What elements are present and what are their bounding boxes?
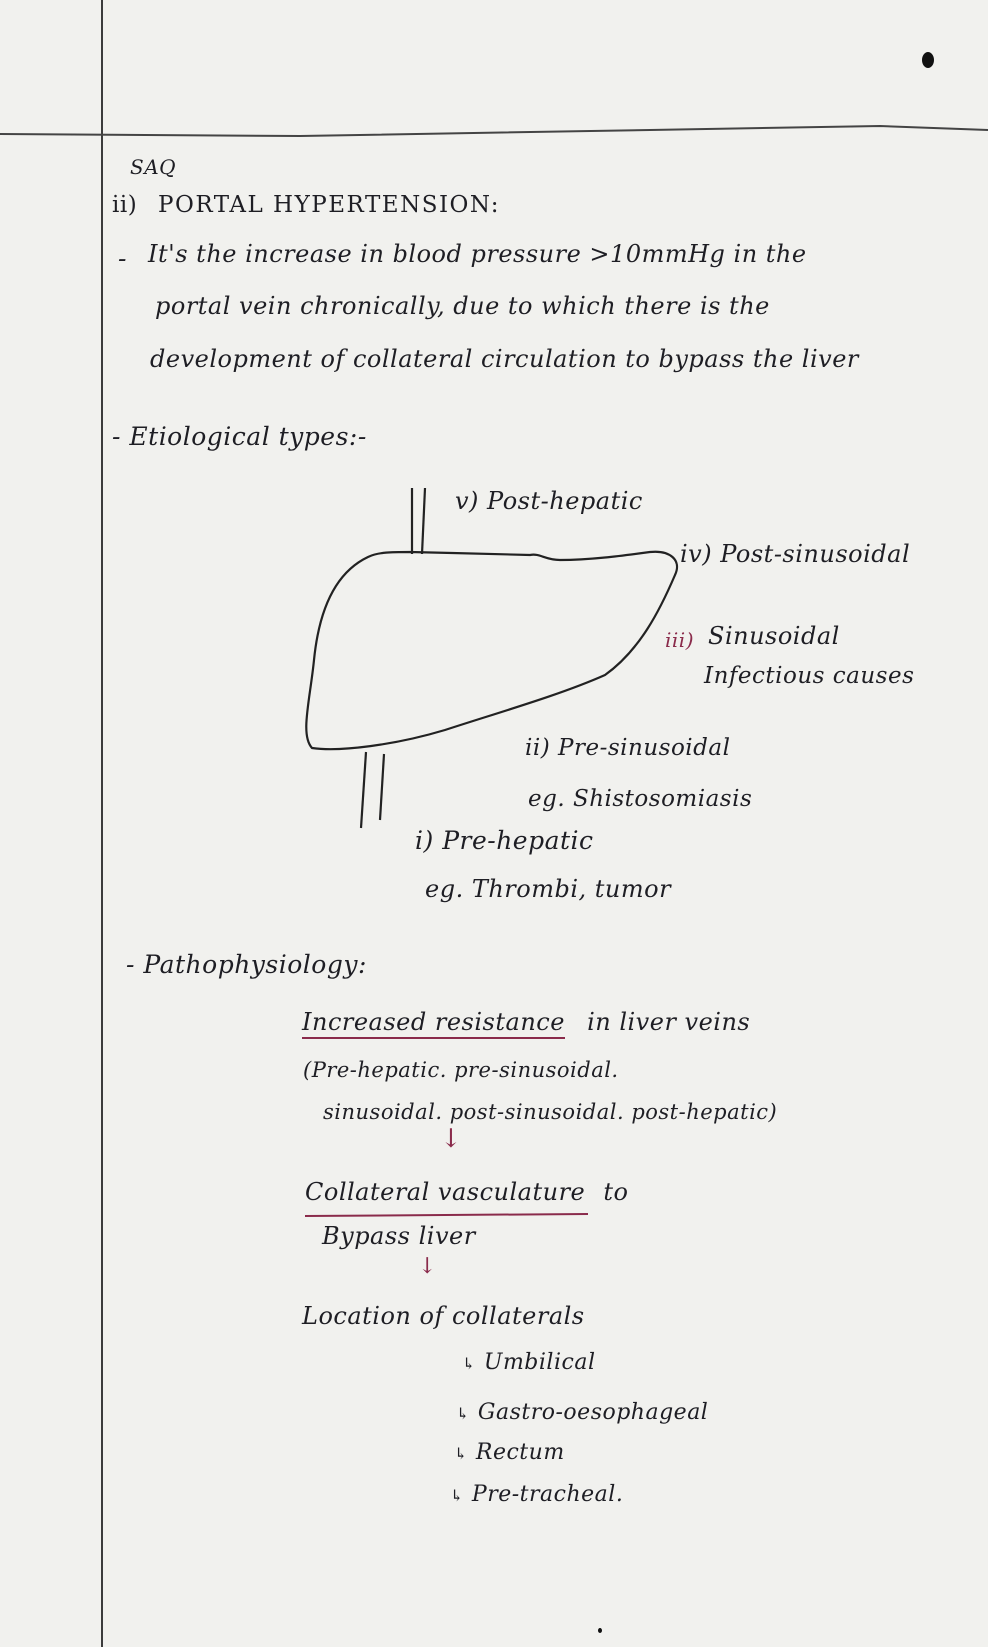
step-underlined: Increased resistance xyxy=(302,1008,565,1039)
step-text: to xyxy=(603,1178,629,1206)
label-post-hepatic: v) Post-hepatic xyxy=(455,487,643,515)
bullet-arrow-icon: ↳ xyxy=(454,1444,468,1463)
down-arrow-icon: ↓ xyxy=(440,1124,462,1154)
ink-dot xyxy=(598,1628,602,1633)
collateral-label: Rectum xyxy=(475,1440,565,1465)
label-pre-hepatic: i) Pre-hepatic xyxy=(415,826,594,855)
collateral-label: Pre-tracheal. xyxy=(471,1482,624,1507)
label-pre-sinusoidal: ii) Pre-sinusoidal xyxy=(525,735,731,761)
down-arrow-icon: ↓ xyxy=(418,1254,437,1279)
underline-collateral xyxy=(305,1214,588,1216)
definition-dash: - xyxy=(118,244,127,273)
bullet-arrow-icon: ↳ xyxy=(456,1404,470,1423)
label-sinusoidal-example: Infectious causes xyxy=(704,663,915,689)
label-sinusoidal: Sinusoidal xyxy=(708,622,840,650)
collateral-item xyxy=(462,1350,595,1375)
header-tag: SAQ xyxy=(130,155,177,179)
step-increased-resistance xyxy=(302,1008,750,1036)
collateral-label: Umbilical xyxy=(483,1350,596,1375)
label-post-sinusoidal: iv) Post-sinusoidal xyxy=(680,540,911,568)
step-detail: sinusoidal. post-sinusoidal. post-hepatic) xyxy=(323,1100,778,1124)
definition-line: development of collateral circulation to bypass the liver xyxy=(150,345,859,373)
definition-line: portal vein chronically, due to which there is the xyxy=(155,292,770,320)
collateral-item xyxy=(456,1400,708,1425)
pathophysiology-heading: - Pathophysiology: xyxy=(126,950,367,979)
collateral-item xyxy=(454,1440,565,1465)
step-location-collaterals: Location of collaterals xyxy=(302,1302,585,1330)
portal-vein-line xyxy=(380,754,384,820)
bullet-arrow-icon: ↳ xyxy=(450,1486,464,1505)
label-pre-sinusoidal-example: eg. Shistosomiasis xyxy=(528,786,753,812)
step-collateral-vasculature xyxy=(305,1178,628,1206)
step-bypass: Bypass liver xyxy=(322,1222,476,1250)
label-sinusoidal-number: iii) xyxy=(665,628,694,652)
step-underlined: Collateral vasculature xyxy=(305,1178,586,1206)
hepatic-vein-line xyxy=(422,488,425,554)
etiology-heading: - Etiological types:- xyxy=(112,422,367,451)
liver-drawing xyxy=(306,552,677,749)
definition-line: It's the increase in blood pressure >10mmHg in the xyxy=(148,240,807,268)
binder-hole xyxy=(922,52,934,68)
bullet-arrow-icon: ↳ xyxy=(462,1354,476,1373)
step-detail: (Pre-hepatic. pre-sinusoidal. xyxy=(303,1058,619,1082)
portal-vein-line xyxy=(361,752,366,828)
step-text: in liver veins xyxy=(587,1008,751,1036)
title-number: ii) xyxy=(112,192,138,218)
label-pre-hepatic-example: eg. Thrombi, tumor xyxy=(425,875,672,903)
top-rule-line xyxy=(0,126,988,136)
collateral-label: Gastro-oesophageal xyxy=(477,1400,709,1425)
collateral-item xyxy=(450,1482,623,1507)
page-title: PORTAL HYPERTENSION: xyxy=(158,192,500,218)
